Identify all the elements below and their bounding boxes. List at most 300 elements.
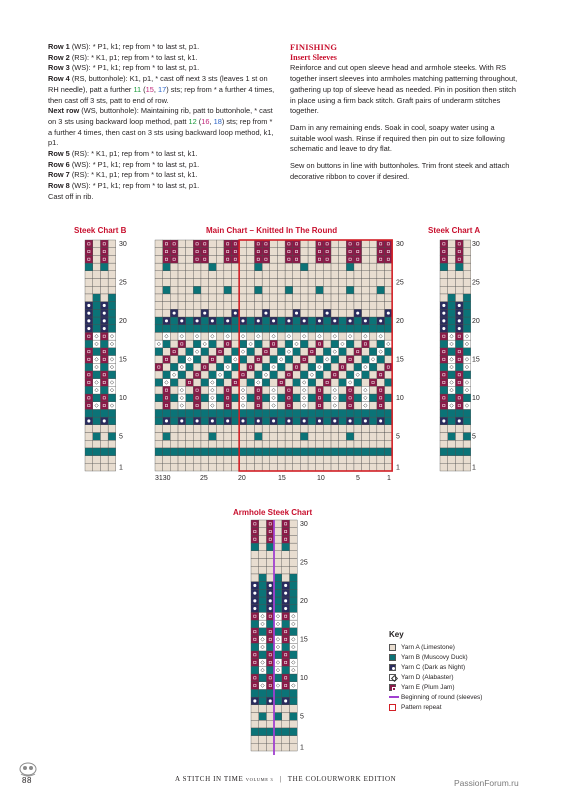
- chart-cell: [193, 463, 201, 471]
- chart-cell: [316, 409, 324, 417]
- instruction-row-text: (RS): * K1, p1; rep from * to last st, k1.: [69, 170, 198, 180]
- dot-symbol: [241, 419, 244, 422]
- dot-symbol: [326, 312, 329, 315]
- chart-cell: [455, 356, 463, 364]
- chart-cell: [290, 612, 298, 620]
- chart-cell: [308, 463, 316, 471]
- chart-cell: [369, 371, 377, 379]
- chart-cell: [201, 248, 209, 256]
- chart-cell: [186, 433, 194, 441]
- chart-cell: [282, 736, 290, 744]
- chart-cell: [290, 566, 298, 574]
- chart-cell: [247, 394, 255, 402]
- chart-cell: [93, 394, 101, 402]
- chart-cell: [251, 551, 259, 559]
- chart-cell: [369, 363, 377, 371]
- chart-cell: [331, 240, 339, 248]
- chart-cell: [193, 263, 201, 271]
- chart-cell: [346, 340, 354, 348]
- chart-cell: [448, 356, 456, 364]
- chart-cell: [455, 248, 463, 256]
- chart-cell: [463, 340, 471, 348]
- chart-cell: [247, 417, 255, 425]
- instruction-row-label: Row 1: [48, 42, 70, 51]
- finishing-paragraph-3: Sew on buttons in line with buttonholes. Trim front steek and attach decorative ribbon to cover if desired.: [290, 161, 510, 181]
- chart-cell: [266, 643, 274, 651]
- chart-cell: [178, 248, 186, 256]
- chart-cell: [440, 456, 448, 464]
- chart-cell: [290, 620, 298, 628]
- chart-cell: [209, 263, 217, 271]
- chart-cell: [254, 325, 262, 333]
- chart-cell: [224, 448, 232, 456]
- chart-cell: [339, 409, 347, 417]
- chart-cell: [270, 386, 278, 394]
- key-item: [389, 702, 529, 712]
- chart-cell: [440, 379, 448, 387]
- chart-cell: [232, 271, 240, 279]
- dot-symbol: [287, 419, 290, 422]
- chart-cell: [251, 520, 259, 528]
- chart-cell: [354, 286, 362, 294]
- chart-cell: [331, 279, 339, 287]
- chart-cell: [259, 589, 267, 597]
- instruction-row-label: Row 6: [48, 159, 70, 169]
- chart-cell: [247, 386, 255, 394]
- chart-cell: [277, 394, 285, 402]
- chart-cell: [262, 340, 270, 348]
- chart-cell: [323, 348, 331, 356]
- chart-cell: [170, 363, 178, 371]
- chart-cell: [108, 425, 116, 433]
- chart-cell: [293, 271, 301, 279]
- chart-cell: [316, 340, 324, 348]
- chart-cell: [463, 286, 471, 294]
- chart-cell: [339, 286, 347, 294]
- chart-cell: [377, 394, 385, 402]
- chart-cell: [251, 651, 259, 659]
- chart-cell: [323, 402, 331, 410]
- chart-cell: [224, 248, 232, 256]
- chart-cell: [448, 348, 456, 356]
- chart-cell: [100, 294, 108, 302]
- chart-cell: [346, 255, 354, 263]
- chart-cell: [251, 666, 259, 674]
- chart-cell: [274, 689, 282, 697]
- chart-cell: [463, 302, 471, 310]
- chart-cell: [339, 309, 347, 317]
- chart-cell: [108, 433, 116, 441]
- chart-cell: [163, 240, 171, 248]
- chart-cell: [262, 302, 270, 310]
- chart-cell: [285, 379, 293, 387]
- dot-symbol: [442, 327, 445, 330]
- chart-cell: [274, 520, 282, 528]
- chart-cell: [155, 448, 163, 456]
- chart-cell: [455, 279, 463, 287]
- chart-cell: [186, 394, 194, 402]
- chart-cell: [455, 394, 463, 402]
- chart-cell: [251, 528, 259, 536]
- chart-cell: [377, 409, 385, 417]
- chart-cell: [463, 271, 471, 279]
- chart-cell: [323, 379, 331, 387]
- chart-cell: [369, 433, 377, 441]
- chart-cell: [339, 463, 347, 471]
- chart-cell: [262, 317, 270, 325]
- chart-cell: [254, 294, 262, 302]
- chart-cell: [282, 620, 290, 628]
- chart-cell: [170, 356, 178, 364]
- chart-cell: [362, 394, 370, 402]
- chart-cell: [224, 456, 232, 464]
- steek-chart-a-title: Steek Chart A: [428, 226, 481, 235]
- chart-cell: [282, 720, 290, 728]
- chart-cell: [274, 543, 282, 551]
- chart-cell: [290, 666, 298, 674]
- chart-cell: [346, 309, 354, 317]
- chart-cell: [385, 279, 393, 287]
- chart-cell: [254, 248, 262, 256]
- chart-cell: [274, 682, 282, 690]
- chart-cell: [186, 271, 194, 279]
- chart-cell: [170, 386, 178, 394]
- dot-symbol: [253, 699, 256, 702]
- chart-cell: [385, 456, 393, 464]
- chart-cell: [448, 448, 456, 456]
- dot-symbol: [458, 327, 461, 330]
- chart-cell: [270, 371, 278, 379]
- chart-cell: [331, 363, 339, 371]
- chart-cell: [362, 271, 370, 279]
- chart-cell: [385, 294, 393, 302]
- chart-cell: [201, 302, 209, 310]
- chart-cell: [85, 448, 93, 456]
- chart-cell: [377, 240, 385, 248]
- chart-cell: [377, 263, 385, 271]
- chart-cell: [209, 309, 217, 317]
- chart-cell: [316, 386, 324, 394]
- chart-cell: [463, 363, 471, 371]
- chart-cell: [232, 386, 240, 394]
- chart-cell: [308, 340, 316, 348]
- chart-cell: [323, 409, 331, 417]
- chart-cell: [448, 433, 456, 441]
- chart-cell: [193, 240, 201, 248]
- main-row-number: 1: [396, 464, 400, 472]
- chart-cell: [377, 386, 385, 394]
- chart-cell: [354, 340, 362, 348]
- chart-cell: [170, 340, 178, 348]
- chart-cell: [354, 294, 362, 302]
- chart-cell: [293, 456, 301, 464]
- instruction-row-text: (RS, buttonhole): K1, p1, * cast off next 3 sts (leaves 1 st on RH needle), patt a further 11 (15, 17) sts; rep from * a further 4 times, then cast off 3 sts, patt to end of row.: [48, 74, 275, 105]
- chart-cell: [369, 248, 377, 256]
- chart-cell: [346, 356, 354, 364]
- chart-cell: [354, 409, 362, 417]
- chart-cell: [463, 425, 471, 433]
- chart-cell: [331, 271, 339, 279]
- chart-cell: [201, 386, 209, 394]
- chart-cell: [170, 240, 178, 248]
- chart-cell: [385, 363, 393, 371]
- chart-cell: [440, 386, 448, 394]
- chart-cell: [251, 543, 259, 551]
- chart-cell: [293, 255, 301, 263]
- dot-symbol: [287, 319, 290, 322]
- chart-cell: [239, 356, 247, 364]
- chart-cell: [369, 263, 377, 271]
- chart-cell: [463, 417, 471, 425]
- chart-cell: [163, 463, 171, 471]
- steek-a-row-number: 15: [472, 356, 480, 364]
- chart-cell: [369, 463, 377, 471]
- chart-cell: [247, 302, 255, 310]
- chart-cell: [354, 356, 362, 364]
- chart-cell: [247, 409, 255, 417]
- chart-cell: [448, 386, 456, 394]
- chart-cell: [85, 409, 93, 417]
- chart-cell: [308, 386, 316, 394]
- instruction-row-text: (WS): * P1, k1; rep from * to last st, p1.: [69, 181, 200, 191]
- chart-cell: [186, 417, 194, 425]
- chart-cell: [266, 520, 274, 528]
- chart-cell: [85, 255, 93, 263]
- chart-cell: [209, 371, 217, 379]
- chart-cell: [251, 566, 259, 574]
- chart-cell: [163, 248, 171, 256]
- chart-cell: [277, 302, 285, 310]
- chart-cell: [163, 448, 171, 456]
- chart-cell: [232, 348, 240, 356]
- chart-cell: [163, 302, 171, 310]
- chart-cell: [178, 348, 186, 356]
- finishing-paragraph-1: Reinforce and cut open sleeve head and armhole steeks. With RS together insert sleeves into armholes matching patterning throughout, gathering up top of sleeve head as needed. Pin in position then stitch in place using a firm back stitch. Graft pairs of underarm stitches together.: [290, 63, 518, 116]
- chart-cell: [251, 559, 259, 567]
- chart-cell: [209, 294, 217, 302]
- chart-cell: [262, 279, 270, 287]
- chart-cell: [93, 294, 101, 302]
- chart-cell: [108, 463, 116, 471]
- chart-cell: [277, 363, 285, 371]
- chart-cell: [300, 240, 308, 248]
- chart-cell: [251, 674, 259, 682]
- dot-symbol: [303, 419, 306, 422]
- chart-cell: [259, 574, 267, 582]
- chart-cell: [339, 294, 347, 302]
- chart-cell: [155, 456, 163, 464]
- chart-cell: [178, 240, 186, 248]
- chart-cell: [254, 394, 262, 402]
- chart-cell: [290, 589, 298, 597]
- chart-cell: [308, 356, 316, 364]
- chart-cell: [308, 433, 316, 441]
- chart-cell: [300, 332, 308, 340]
- chart-cell: [316, 286, 324, 294]
- chart-cell: [186, 356, 194, 364]
- chart-cell: [266, 636, 274, 644]
- chart-cell: [155, 286, 163, 294]
- chart-cell: [455, 456, 463, 464]
- chart-cell: [178, 386, 186, 394]
- chart-cell: [108, 440, 116, 448]
- chart-cell: [85, 440, 93, 448]
- chart-cell: [377, 279, 385, 287]
- chart-cell: [216, 263, 224, 271]
- steek-b-row-number: 5: [119, 433, 123, 441]
- chart-cell: [300, 363, 308, 371]
- chart-cell: [262, 240, 270, 248]
- chart-cell: [308, 425, 316, 433]
- chart-cell: [193, 325, 201, 333]
- chart-cell: [201, 348, 209, 356]
- key-item: [389, 692, 529, 702]
- chart-cell: [232, 448, 240, 456]
- chart-cell: [354, 433, 362, 441]
- chart-cell: [331, 286, 339, 294]
- chart-cell: [369, 379, 377, 387]
- chart-cell: [93, 309, 101, 317]
- chart-cell: [170, 379, 178, 387]
- chart-cell: [254, 286, 262, 294]
- chart-cell: [463, 356, 471, 364]
- chart-cell: [270, 356, 278, 364]
- chart-cell: [201, 417, 209, 425]
- chart-cell: [201, 394, 209, 402]
- chart-cell: [266, 705, 274, 713]
- chart-cell: [209, 255, 217, 263]
- chart-cell: [377, 286, 385, 294]
- chart-cell: [186, 240, 194, 248]
- chart-cell: [201, 286, 209, 294]
- chart-cell: [178, 309, 186, 317]
- chart-cell: [108, 394, 116, 402]
- chart-cell: [270, 340, 278, 348]
- dot-symbol: [272, 419, 275, 422]
- key-item: [389, 682, 529, 692]
- chart-cell: [170, 271, 178, 279]
- chart-cell: [308, 271, 316, 279]
- chart-cell: [239, 440, 247, 448]
- chart-cell: [377, 332, 385, 340]
- chart-cell: [316, 279, 324, 287]
- chart-cell: [193, 302, 201, 310]
- chart-cell: [170, 294, 178, 302]
- chart-cell: [259, 689, 267, 697]
- chart-cell: [285, 271, 293, 279]
- chart-cell: [385, 263, 393, 271]
- chart-cell: [290, 674, 298, 682]
- chart-cell: [224, 286, 232, 294]
- chart-cell: [282, 559, 290, 567]
- chart-cell: [201, 448, 209, 456]
- chart-cell: [239, 325, 247, 333]
- chart-cell: [346, 302, 354, 310]
- chart-cell: [331, 356, 339, 364]
- chart-cell: [385, 271, 393, 279]
- chart-cell: [239, 240, 247, 248]
- yarn-swatch-icon: [389, 664, 396, 671]
- chart-cell: [193, 279, 201, 287]
- chart-cell: [274, 628, 282, 636]
- chart-cell: [100, 271, 108, 279]
- chart-cell: [247, 425, 255, 433]
- chart-cell: [163, 271, 171, 279]
- chart-cell: [448, 294, 456, 302]
- chart-cell: [247, 248, 255, 256]
- chart-cell: [377, 294, 385, 302]
- chart-cell: [270, 448, 278, 456]
- chart-cell: [277, 386, 285, 394]
- dot-symbol: [226, 419, 229, 422]
- chart-cell: [155, 409, 163, 417]
- chart-cell: [108, 317, 116, 325]
- chart-cell: [316, 271, 324, 279]
- chart-cell: [108, 294, 116, 302]
- chart-cell: [108, 325, 116, 333]
- chart-cell: [354, 302, 362, 310]
- chart-cell: [293, 302, 301, 310]
- chart-cell: [266, 528, 274, 536]
- steek-a-row-number: 5: [472, 433, 476, 441]
- chart-cell: [186, 317, 194, 325]
- chart-cell: [251, 743, 259, 751]
- chart-cell: [254, 433, 262, 441]
- chart-cell: [346, 363, 354, 371]
- chart-cell: [108, 279, 116, 287]
- armhole-row-number: 20: [300, 598, 308, 606]
- chart-cell: [224, 371, 232, 379]
- chart-cell: [266, 543, 274, 551]
- finishing-heading: FINISHING: [290, 42, 338, 52]
- chart-cell: [331, 379, 339, 387]
- chart-cell: [209, 425, 217, 433]
- chart-cell: [93, 332, 101, 340]
- chart-cell: [455, 340, 463, 348]
- chart-cell: [232, 255, 240, 263]
- dot-symbol: [165, 419, 168, 422]
- chart-cell: [224, 309, 232, 317]
- chart-cell: [209, 463, 217, 471]
- chart-cell: [277, 340, 285, 348]
- chart-cell: [232, 371, 240, 379]
- chart-cell: [232, 317, 240, 325]
- chart-cell: [308, 332, 316, 340]
- chart-cell: [362, 409, 370, 417]
- chart-cell: [369, 302, 377, 310]
- chart-cell: [362, 340, 370, 348]
- chart-cell: [193, 402, 201, 410]
- chart-cell: [290, 559, 298, 567]
- dot-symbol: [253, 592, 256, 595]
- chart-cell: [224, 433, 232, 441]
- chart-cell: [274, 666, 282, 674]
- chart-cell: [239, 425, 247, 433]
- chart-cell: [262, 394, 270, 402]
- instruction-row-text: (RS): * K1, p1; rep from * to last st, k1.: [69, 52, 198, 62]
- chart-cell: [216, 317, 224, 325]
- steek-b-row-number: 10: [119, 395, 127, 403]
- chart-cell: [362, 440, 370, 448]
- chart-cell: [362, 356, 370, 364]
- chart-cell: [323, 394, 331, 402]
- chart-cell: [455, 286, 463, 294]
- chart-cell: [455, 348, 463, 356]
- chart-cell: [323, 248, 331, 256]
- chart-cell: [178, 409, 186, 417]
- chart-cell: [308, 317, 316, 325]
- chart-cell: [224, 394, 232, 402]
